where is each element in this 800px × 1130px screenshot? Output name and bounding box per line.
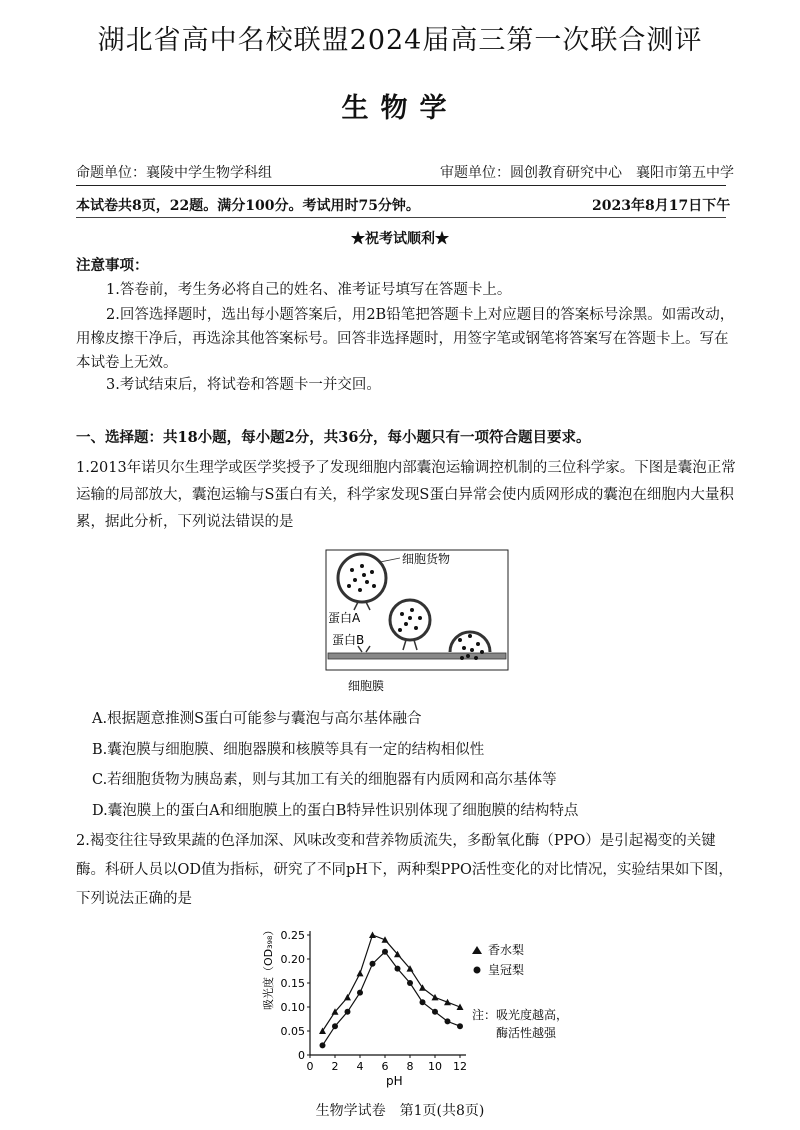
y-tick-label: 0.20 <box>280 953 305 966</box>
note-item: 2.回答选择题时，选出每小题答案后，用2B铅笔把答题卡上对应题目的答案标号涂黑。如需改动，用橡皮擦干净后，再选涂其他答案标号。回答非选择题时，用签字笔或钢笔将答案写在答题卡上。写在本试卷上无效。 <box>76 307 735 371</box>
data-point-triangle <box>357 970 364 977</box>
data-point-triangle <box>319 1028 326 1035</box>
figure-label-cargo: 细胞货物 <box>402 552 451 566</box>
section-title: 一、选择题：共18小题，每小题2分，共36分，每小题只有一项符合题目要求。 <box>76 429 591 446</box>
legend-item: 皇冠梨 <box>488 963 525 977</box>
exam-info: 本试卷共8页，22题。满分100分。考试用时75分钟。 <box>76 198 420 214</box>
legend-circle-icon <box>474 967 481 974</box>
data-point-circle <box>320 1042 326 1048</box>
exam-date: 2023年8月17日下午 <box>592 198 731 214</box>
data-point-circle <box>357 990 363 996</box>
page-footer: 生物学试卷 第1页(共8页) <box>315 1103 485 1119</box>
header-divider <box>76 185 726 186</box>
chart-note-line2: 酶活性越强 <box>496 1026 557 1040</box>
data-point-circle <box>345 1009 351 1015</box>
data-point-circle <box>382 949 388 955</box>
data-point-triangle <box>419 984 426 991</box>
vesicle-figure <box>322 548 512 696</box>
q1-option-a: A.根据题意推测S蛋白可能参与囊泡与高尔基体融合 <box>92 711 422 727</box>
wish-text: ★祝考试顺利★ <box>351 231 449 247</box>
y-axis-label: 吸光度（OD₃₉₈） <box>262 925 275 1010</box>
x-tick-label: 10 <box>428 1060 442 1073</box>
y-tick-label: 0.10 <box>280 1001 305 1014</box>
legend-item: 香水梨 <box>488 943 525 957</box>
y-tick-label: 0.05 <box>280 1025 305 1038</box>
review-unit: 审题单位：圆创教育研究中心 襄阳市第五中学 <box>440 165 734 181</box>
note-item: 1.答卷前，考生务必将自己的姓名、准考证号填写在答题卡上。 <box>106 282 512 298</box>
y-tick-label: 0 <box>298 1049 305 1062</box>
x-tick-label: 2 <box>331 1060 339 1073</box>
data-point-triangle <box>382 936 389 943</box>
question-1-stem: 1.2013年诺贝尔生理学或医学奖授予了发现细胞内部囊泡运输调控机制的三位科学家。下图是囊泡正常运输的局部放大，囊泡运输与S蛋白有关，科学家发现S蛋白异常会使内质网形成的囊泡在细胞内大量积累，据此分析，下列说法错误的是 <box>76 460 736 530</box>
data-point-circle <box>420 999 426 1005</box>
data-point-triangle <box>457 1004 464 1011</box>
figure-label-protein-b: 蛋白B <box>332 633 365 647</box>
x-tick-label: 6 <box>381 1060 389 1073</box>
data-point-circle <box>332 1023 338 1029</box>
note-item: 3.考试结束后，将试卷和答题卡一并交回。 <box>106 377 381 393</box>
info-divider <box>76 217 726 218</box>
data-point-triangle <box>444 999 451 1006</box>
ppo-activity-chart <box>260 925 580 1090</box>
x-tick-label: 12 <box>453 1060 467 1073</box>
x-tick-label: 8 <box>406 1060 414 1073</box>
q1-option-c: C.若细胞货物为胰岛素，则与其加工有关的细胞器有内质网和高尔基体等 <box>92 772 557 788</box>
data-point-circle <box>432 1009 438 1015</box>
data-point-circle <box>395 966 401 972</box>
question-2-stem: 2.褐变往往导致果蔬的色泽加深、风味改变和营养物质流失，多酚氧化酶（PPO）是引起褐变的关键酶。科研人员以OD值为指标，研究了不同pH下，两种梨PPO活性变化的对比情况，实验结果如下图，下列说法正确的是 <box>76 833 733 907</box>
figure-label-protein-a: 蛋白A <box>328 611 361 625</box>
legend-triangle-icon <box>472 946 482 954</box>
data-point-circle <box>407 980 413 986</box>
data-point-circle <box>445 1018 451 1024</box>
exam-title: 湖北省高中名校联盟2024届高三第一次联合测评 <box>97 25 703 56</box>
chart-note-line1: 注：吸光度越高， <box>472 1008 569 1022</box>
q1-option-b: B.囊泡膜与细胞膜、细胞器膜和核膜等具有一定的结构相似性 <box>92 742 485 758</box>
data-point-triangle <box>344 994 351 1001</box>
data-point-triangle <box>369 932 376 939</box>
x-tick-label: 0 <box>306 1060 314 1073</box>
subject-title: 生物学 <box>341 93 459 124</box>
data-point-circle <box>370 961 376 967</box>
y-tick-label: 0.15 <box>280 977 305 990</box>
y-tick-label: 0.25 <box>280 929 305 942</box>
figure-label-membrane: 细胞膜 <box>348 679 385 693</box>
notes-title: 注意事项： <box>76 257 149 274</box>
q1-option-d: D.囊泡膜上的蛋白A和细胞膜上的蛋白B特异性识别体现了细胞膜的结构特点 <box>92 803 579 819</box>
data-point-circle <box>457 1023 463 1029</box>
x-axis-label: pH <box>386 1074 403 1088</box>
x-tick-label: 4 <box>356 1060 364 1073</box>
author-unit: 命题单位：襄陵中学生物学科组 <box>76 165 272 181</box>
